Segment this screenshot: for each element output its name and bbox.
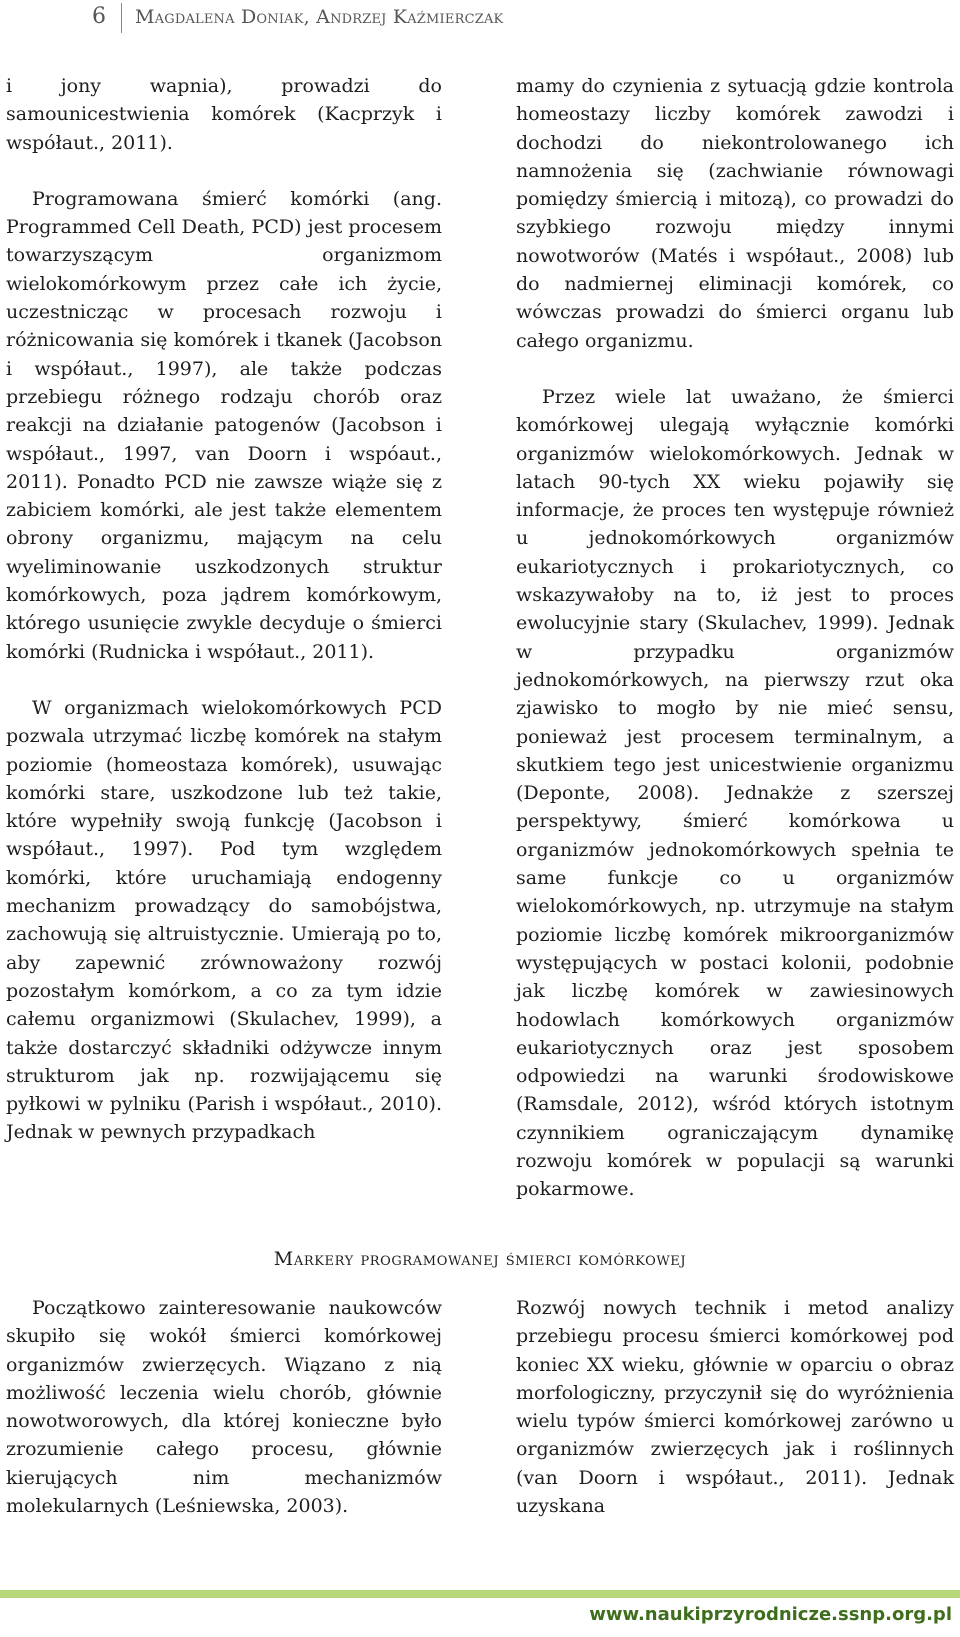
footer-divider (0, 1590, 960, 1598)
running-head-authors: Magdalena Doniak, Andrzej Kaźmierczak (135, 6, 504, 28)
left-column-top (6, 72, 442, 1147)
paragraph: Programowana śmierć komórki (ang. Programmed Cell Death, PCD) jest procesem towarzyszącym organizmom wielokomórkowym przez całe ich życie, uczestnicząc w procesach rozwoju i różnicowania się komórek i tkanek (Jacobson i współaut., 1997), ale także podczas przebiegu różnego rodzaju chorób oraz reakcji na działanie patogenów (Jacobson i współaut., 1997, van Doorn i wspóaut., 2011). Ponadto PCD nie zawsze wiąże się z zabiciem komórki, ale jest także elementem obrony organizmu, mającym na celu wyeliminowanie uszkodzonych struktur komórkowych, poza jądrem komórkowym, którego usunięcie zwykle decyduje o śmierci komórki (Rudnicka i współaut., 2011). (6, 187, 442, 663)
paragraph: mamy do czynienia z sytuacją gdzie kontrola homeostazy liczby komórek zawodzi i dochodzi do niekontrolowanego ich namnożenia się (zachwianie równowagi pomiędzy śmiercią i mitozą), co prowadzi do szybkiego rozwoju między innymi nowotworów (Matés i współaut., 2008) lub do nadmiernej eliminacji komórek, co wówczas prowadzi do śmierci organu lub całego organizmu. (516, 75, 954, 352)
paragraph: Przez wiele lat uważano, że śmierci komórkowej ulegają wyłącznie komórki organizmów wielokomórkowych. Jednak w latach 90-tych XX wieku pojawiły się informacje, że proces ten występuje również u jednokomórkowych organizmów eukariotycznych i prokariotycznych, co wskazywałoby na to, iż jest to proces ewolucyjnie stary (Skulachev, 1999). Jednak w przypadku organizmów jednokomórkowych, na pierwszy rzut oka zjawisko to mogło by nie mieć sensu, ponieważ jest procesem terminalnym, a skutkiem tego jest unicestwienie organizmu (Deponte, 2008). Jednakże z szerszej perspektywy, śmierć komórkowa u organizmów jednokomórkowych spełnia te same funkcje co u organizmów wielokomórkowych, np. utrzymuje na stałym poziomie liczbę komórek mikroorganizmów występujących w postaci kolonii, podobnie jak liczbę komórek w zawiesinowych hodowlach komórkowych organizmów eukariotycznych oraz jest sposobem odpowiedzi na warunki środowiskowe (Ramsdale, 2012), wśród których istotnym czynnikiem ograniczającym dynamikę rozwoju komórek w populacji są warunki pokarmowe. (516, 385, 954, 1201)
paragraph: i jony wapnia), prowadzi do samounicestwienia komórek (Kacprzyk i współaut., 2011). (6, 75, 442, 154)
page-header (0, 0, 960, 34)
paragraph: Rozwój nowych technik i metod analizy przebiegu procesu śmierci komórkowej pod koniec XX wieku, głównie w oparciu o obraz morfologiczny, przyczynił się do wyróżnienia wielu typów śmierci komórkowej zarówno u organizmów zwierzęcych jak i roślinnych (van Doorn i współaut., 2011). Jednak uzyskana (516, 1297, 954, 1518)
right-column-bottom (516, 1294, 954, 1520)
section-heading: Markery programowanej śmierci komórkowej (273, 1248, 687, 1270)
header-divider (121, 3, 122, 33)
right-column-top (516, 72, 954, 1204)
paragraph: W organizmach wielokomórkowych PCD pozwala utrzymać liczbę komórek na stałym poziomie (homeostaza komórek), usuwając komórki stare, uszkodzone lub też takie, które wypełniły swoją funkcję (Jacobson i współaut., 1997). Pod tym względem komórki, które uruchamiają endogenny mechanizm prowadzący do samobójstwa, zachowują się altruistycznie. Umierają po to, aby zapewnić zrównoważony rozwój pozostałym komórkom, a co za tym idzie całemu organizmowi (Skulachev, 1999), a także dostarczyć składniki odżywcze innym strukturom jak np. rozwijającemu się pyłkowi w pylniku (Parish i współaut., 2010). Jednak w pewnych przypadkach (6, 696, 442, 1144)
left-column-bottom (6, 1294, 442, 1520)
page-number: 6 (92, 4, 106, 29)
footer-url: www.naukiprzyrodnicze.ssnp.org.pl (589, 1604, 952, 1625)
paragraph: Początkowo zainteresowanie naukowców skupiło się wokół śmierci komórkowej organizmów zwierzęcych. Wiązano z nią możliwość leczenia wielu chorób, głównie nowotworowych, dla której konieczne było zrozumienie całego procesu, głównie kierujących nim mechanizmów molekularnych (Leśniewska, 2003). (6, 1297, 442, 1518)
